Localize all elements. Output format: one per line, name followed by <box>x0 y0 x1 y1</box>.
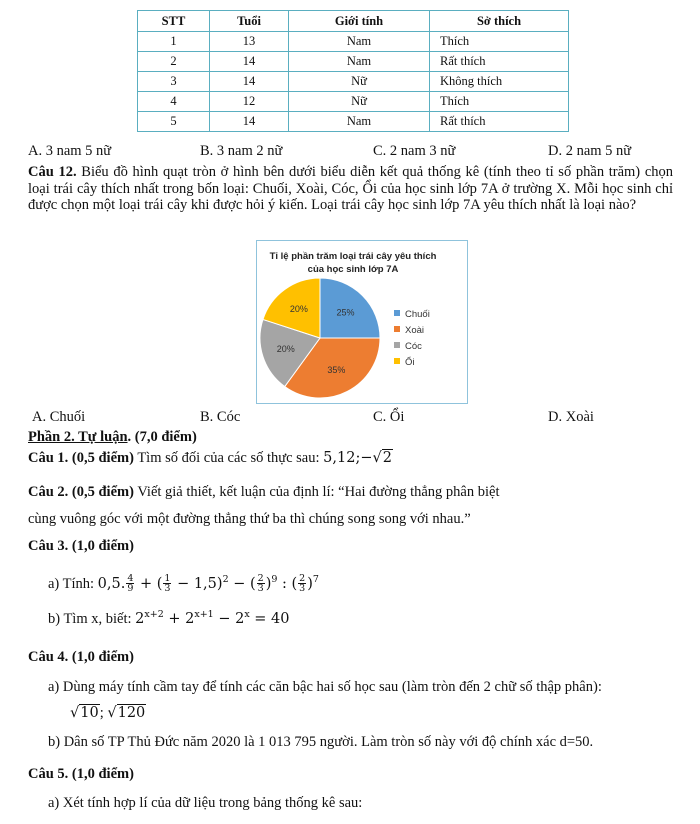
c3-b-mid1: + 2 <box>163 610 195 627</box>
c3-a-t2: + ( <box>135 575 163 592</box>
legend-label-3: Ổi <box>405 357 415 368</box>
survey-table <box>137 10 569 132</box>
exponent: 2 <box>222 574 229 585</box>
c3-b-label: b) Tìm x, biết: <box>48 610 136 627</box>
c2-line1 <box>28 484 499 501</box>
c5-label: Câu 5. (1,0 điểm) <box>28 766 134 782</box>
pie-data-label-2: 20% <box>276 344 295 355</box>
c3-a-t1: 0,5. <box>97 575 126 592</box>
q12-choice-d: D. Xoài <box>548 409 594 425</box>
legend-label-2: Cóc <box>405 341 422 352</box>
exponent: 7 <box>312 574 319 585</box>
cell: 1 <box>138 32 210 52</box>
header-stt: STT <box>138 11 210 32</box>
cell: Nữ <box>289 92 430 112</box>
chart-title-line1: Tỉ lệ phần trăm loại trái cây yêu thích <box>269 251 437 262</box>
header-age: Tuổi <box>210 11 289 32</box>
q12-text: Biểu đồ hình quạt tròn ở hình bên dưới biểu diễn kết quả thống kê (tính theo tỉ số phần trăm) chọn loại trái cây thích nhất trong bốn loại: Chuối, Xoài, Cóc, Ổi của học sinh lớp 7A ở trường X. Mỗi học sinh chỉ được chọn một loại trái cây khi được hỏi ý kiến. Loại trái cây học sinh lớp 7A yêu thích nhất là loại nào? <box>28 164 674 213</box>
sqrt-arg: 120 <box>117 705 146 721</box>
exponent: x+1 <box>194 609 214 620</box>
q12-label: Câu 12. <box>28 164 77 180</box>
table-row <box>138 92 569 112</box>
pie-data-label-3: 20% <box>289 303 308 314</box>
c3-a-t3: − 1,5) <box>172 575 223 592</box>
exponent: x+2 <box>144 609 164 620</box>
sqrt-120: √120 <box>107 705 146 721</box>
table-row <box>138 32 569 52</box>
cell: 14 <box>210 112 289 132</box>
c3-a-expression <box>97 573 319 595</box>
c3-a-t4: − ( <box>228 575 256 592</box>
q12-choice-c: C. Ổi <box>373 409 405 425</box>
c3-a-t5: ) <box>265 575 272 592</box>
pie-chart <box>256 240 468 404</box>
table-row <box>138 112 569 132</box>
c1-text: Tìm số đối của các số thực sau: <box>137 450 324 466</box>
c1-math: 5,12;− <box>323 450 373 466</box>
c3-a-label: a) Tính: <box>48 575 98 592</box>
chart-title-line2: của học sinh lớp 7A <box>307 264 399 275</box>
fraction <box>257 574 265 593</box>
cell: Nam <box>289 32 430 52</box>
fraction <box>298 574 306 593</box>
legend-swatch-1 <box>394 326 400 332</box>
part2-title: Phần 2. Tự luận <box>28 429 128 445</box>
cell: 13 <box>210 32 289 52</box>
c3-b-end: = 40 <box>249 610 290 627</box>
fraction <box>126 574 134 593</box>
c3-a-t6: : ( <box>277 575 298 592</box>
table-header-row <box>138 11 569 32</box>
cell: 14 <box>210 52 289 72</box>
legend-label-1: Xoài <box>405 325 425 336</box>
c1-sqrt: √2 <box>372 450 392 466</box>
c4-b-text: b) Dân số TP Thủ Đức năm 2020 là 1 013 795 người. Làm tròn số này với độ chính xác d=50. <box>48 734 594 750</box>
pie-data-label-0: 25% <box>336 307 355 318</box>
c2-line2: cùng vuông góc với một đường thẳng thứ ba thì chúng song song với nhau.” <box>28 511 471 527</box>
c1-line <box>28 450 393 467</box>
cell: Không thích <box>430 72 569 92</box>
frac-den: 3 <box>257 583 264 595</box>
exponent: 9 <box>271 574 278 585</box>
sqrt-10: √10 <box>70 705 99 721</box>
q11-choice-c: C. 2 nam 3 nữ <box>373 143 456 159</box>
frac-den: 3 <box>164 583 171 595</box>
q11-choice-d: D. 2 nam 5 nữ <box>548 143 632 159</box>
cell: 2 <box>138 52 210 72</box>
cell: 12 <box>210 92 289 112</box>
frac-num: 2 <box>257 573 264 585</box>
c1-sqrt-arg: 2 <box>382 450 392 466</box>
q12-paragraph <box>28 164 673 214</box>
table-row <box>138 52 569 72</box>
cell: 5 <box>138 112 210 132</box>
fraction <box>163 574 171 593</box>
header-preference: Sở thích <box>430 11 569 32</box>
c5-a-text: a) Xét tính hợp lí của dữ liệu trong bảng thống kê sau: <box>48 795 363 811</box>
c2-label: Câu 2. (0,5 điểm) <box>28 484 134 500</box>
frac-num: 4 <box>127 573 134 585</box>
cell: Nam <box>289 52 430 72</box>
frac-den: 3 <box>299 583 306 595</box>
c4-a-text: a) Dùng máy tính cầm tay để tính các căn bậc hai số học sau (làm tròn đến 2 chữ số thập phân): <box>48 679 602 695</box>
exponent: x <box>244 609 250 620</box>
c3-a-t7: ) <box>307 575 313 592</box>
c3-b-mid2: − 2 <box>213 610 245 627</box>
legend-swatch-3 <box>394 358 400 364</box>
cell: Nam <box>289 112 430 132</box>
legend-swatch-0 <box>394 310 400 316</box>
cell: 14 <box>210 72 289 92</box>
c2-text-line1: Viết giả thiết, kết luận của định lí: “Hai đường thẳng phân biệt <box>137 484 500 500</box>
pie-data-label-1: 35% <box>327 365 346 376</box>
cell: 3 <box>138 72 210 92</box>
frac-den: 9 <box>127 583 134 595</box>
q12-choice-a: A. Chuối <box>32 409 86 425</box>
c3-b <box>48 609 290 628</box>
table-row <box>138 72 569 92</box>
q11-choice-a: A. 3 nam 5 nữ <box>28 143 112 159</box>
c4-a-roots <box>70 705 146 722</box>
frac-num: 2 <box>299 573 306 585</box>
cell: Rất thích <box>430 52 569 72</box>
cell: 4 <box>138 92 210 112</box>
legend-label-0: Chuối <box>405 309 430 320</box>
legend-swatch-2 <box>394 342 400 348</box>
c3-a <box>48 574 319 593</box>
part2-points: . (7,0 điểm) <box>127 429 197 445</box>
header-gender: Giới tính <box>289 11 430 32</box>
separator: ; <box>99 705 104 721</box>
sqrt-arg: 10 <box>80 705 99 721</box>
c3-b-base: 2 <box>135 610 145 627</box>
frac-num: 1 <box>164 573 171 585</box>
cell: Rất thích <box>430 112 569 132</box>
c3-b-equation <box>135 611 289 627</box>
c3-label: Câu 3. (1,0 điểm) <box>28 538 134 554</box>
q12-choice-b: B. Cóc <box>200 409 241 425</box>
cell: Thích <box>430 32 569 52</box>
cell: Thích <box>430 92 569 112</box>
c4-label: Câu 4. (1,0 điểm) <box>28 649 134 665</box>
cell: Nữ <box>289 72 430 92</box>
part2-heading <box>28 429 197 446</box>
c1-label: Câu 1. (0,5 điểm) <box>28 450 134 466</box>
q11-choice-b: B. 3 nam 2 nữ <box>200 143 283 159</box>
